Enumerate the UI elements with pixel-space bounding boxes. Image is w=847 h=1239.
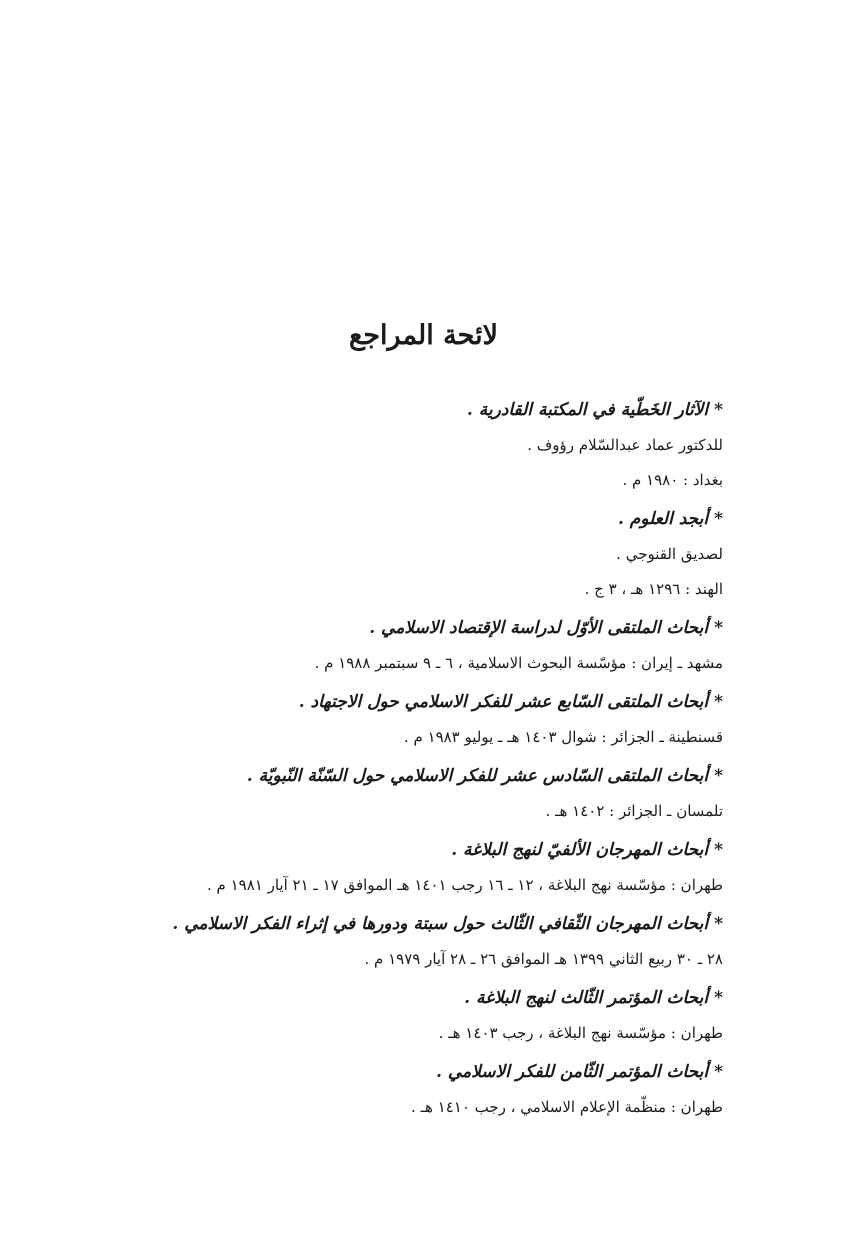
reference-entry — [33, 838, 723, 897]
reference-publication: بغداد : ١٩٨٠ م . — [622, 471, 723, 489]
reference-title — [33, 986, 723, 1010]
reference-entry — [33, 764, 723, 823]
reference-title — [33, 1060, 723, 1084]
reference-title-text: أبحاث الملتقى الأوّل لدراسة الإقتصاد الاسلامي . — [369, 618, 709, 638]
reference-list — [33, 398, 723, 1119]
bullet-star: * — [714, 618, 723, 638]
bullet-star: * — [714, 988, 723, 1008]
bullet-star: * — [714, 1062, 723, 1082]
reference-title-text: أبحاث المؤتمر الثّالث لنهج البلاغة . — [464, 988, 709, 1008]
reference-title — [33, 507, 723, 531]
bullet-star: * — [714, 914, 723, 934]
bullet-star: * — [714, 840, 723, 860]
bullet-star: * — [714, 692, 723, 712]
reference-title-text: أبحاث الملتقى السّابع عشر للفكر الاسلامي حول الاجتهاد . — [298, 692, 709, 712]
reference-publication: طهران : مؤسّسة نهج البلاغة ، ١٢ ـ ١٦ رجب ١٤٠١ هـ الموافق ١٧ ـ ٢١ آيار ١٩٨١ م . — [206, 876, 723, 894]
reference-entry — [33, 1060, 723, 1119]
page-title: لائحة المراجع — [348, 320, 498, 351]
reference-title — [33, 398, 723, 422]
reference-title-text: أبحاث المهرجان الثّقافي الثّالث حول سبتة ودورها في إثراء الفكر الاسلامي . — [172, 914, 709, 934]
reference-title — [33, 616, 723, 640]
reference-entry — [33, 690, 723, 749]
reference-publication: طهران : مؤسّسة نهج البلاغة ، رجب ١٤٠٣ هـ . — [438, 1024, 723, 1042]
reference-entry — [33, 616, 723, 675]
reference-author: للدكتور عماد عبدالسّلام رؤوف . — [527, 436, 723, 454]
reference-publication: تلمسان ـ الجزائر : ١٤٠٢ هـ . — [545, 802, 723, 820]
reference-author: لصديق القنوجي . — [616, 545, 723, 563]
reference-entry — [33, 398, 723, 492]
bullet-star: * — [714, 766, 723, 786]
reference-entry — [33, 507, 723, 601]
reference-publication: ٢٨ ـ ٣٠ ربيع الثاني ١٣٩٩ هـ الموافق ٢٦ ـ ٢٨ آيار ١٩٧٩ م . — [364, 950, 723, 968]
reference-publication: الهند : ١٢٩٦ هـ ، ٣ ج . — [584, 580, 723, 598]
bullet-star: * — [714, 509, 723, 529]
reference-title — [33, 912, 723, 936]
reference-title-text: أبجد العلوم . — [617, 509, 709, 529]
bullet-star: * — [714, 400, 723, 420]
reference-title-text: أبحاث المهرجان الألفيّ لنهج البلاغة . — [451, 840, 709, 860]
reference-entry — [33, 912, 723, 971]
reference-title-text: أبحاث المؤتمر الثّامن للفكر الاسلامي . — [436, 1062, 709, 1082]
reference-title — [33, 690, 723, 714]
reference-title-text: أبحاث الملتقى السّادس عشر للفكر الاسلامي حول السّنّة النّبويّة . — [246, 766, 709, 786]
reference-publication: طهران : منظّمة الإعلام الاسلامي ، رجب ١٤١٠ هـ . — [411, 1098, 723, 1116]
reference-title — [33, 838, 723, 862]
reference-title — [33, 764, 723, 788]
reference-publication: مشهد ـ إيران : مؤسّسة البحوث الاسلامية ، ٦ ـ ٩ سبتمبر ١٩٨٨ م . — [314, 654, 723, 672]
reference-entry — [33, 986, 723, 1045]
reference-publication: قسنطينة ـ الجزائر : شوال ١٤٠٣ هـ ـ يوليو ١٩٨٣ م . — [403, 728, 723, 746]
reference-title-text: الآثار الخَطّية في المكتبة القادرية . — [466, 400, 709, 420]
